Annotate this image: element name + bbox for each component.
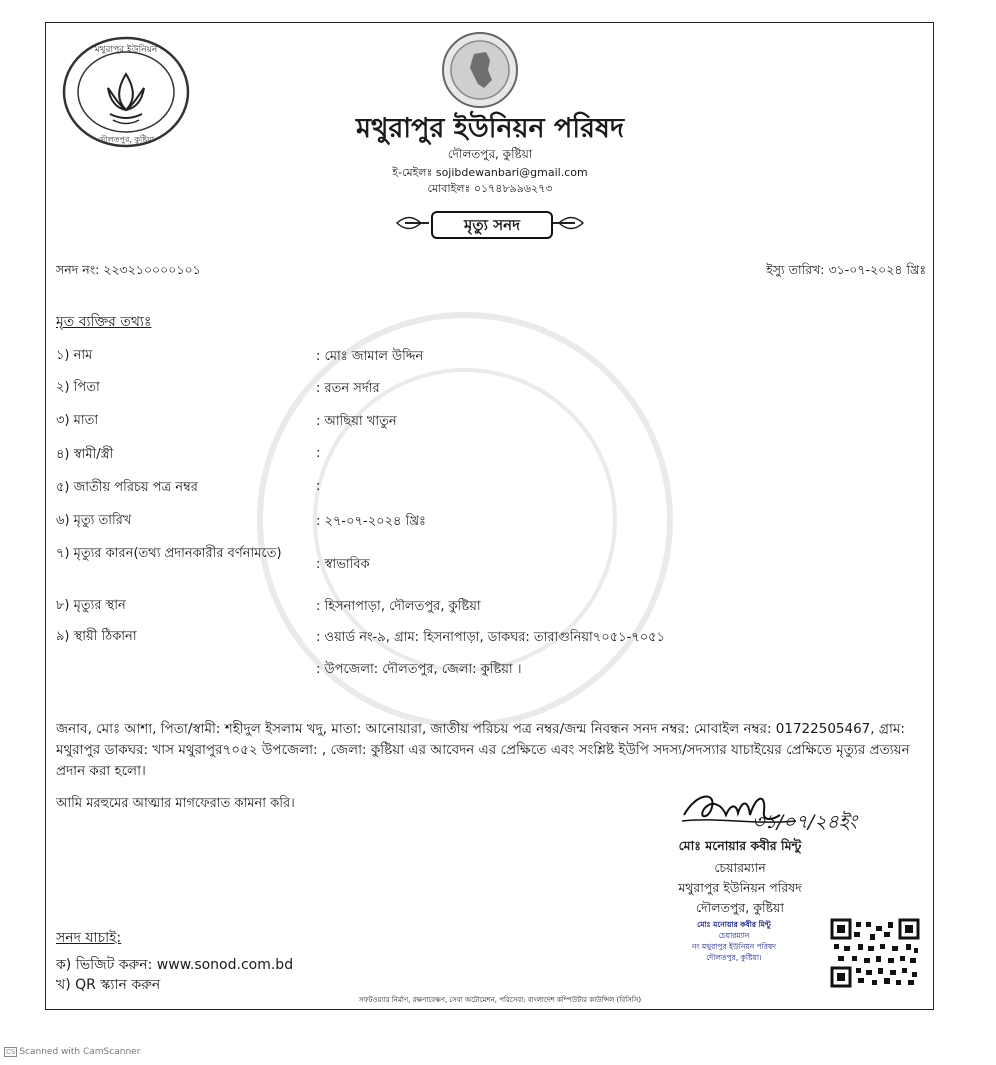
row-value: : উপজেলা: দৌলতপুর, জেলা: কুষ্টিয়া । (316, 662, 522, 677)
stamp-line: নং মথুরাপুর ইউনিয়ন পরিষদ (691, 942, 777, 951)
council-address: দৌলতপুর, কুষ্টিয়া (447, 147, 533, 161)
row-label: ৪) স্বামী/স্ত্রী (56, 447, 114, 462)
row-label: ৮) মৃত্যুর স্থান (56, 598, 126, 613)
signatory-designation: চেয়ারম্যান (714, 860, 766, 875)
software-credit: সফটওয়্যার নির্মাণ, রক্ষণাবেক্ষণ, সেবা অটোমেশন, পরিসেবা: বাংলাদেশ কম্পিউটার কাউন্সিল (বিসিসি) (358, 996, 642, 1004)
council-mobile: মোবাইলঃ ০১৭৪৮৯৯৬২৭৩ (427, 182, 553, 195)
camscanner-logo-icon: CS (6, 1048, 16, 1056)
union-seal (58, 32, 198, 152)
stamp-line: চেয়ারম্যান (718, 931, 750, 940)
verify-heading: সনদ যাচাই: (56, 930, 122, 946)
row-value: : হিসনাপাড়া, দৌলতপুর, কুষ্টিয়া (316, 599, 481, 614)
signatory-council: মথুরাপুর ইউনিয়ন পরিষদ (678, 880, 802, 895)
govt-emblem-icon (440, 30, 520, 110)
stamp-line: দৌলতপুর, কুষ্টিয়া। (706, 953, 762, 962)
chairman-stamp (648, 919, 820, 969)
row-label: ৬) মৃত্যু তারিখ (56, 513, 132, 528)
row-label: ৭) মৃত্যুর কারন(তথ্য প্রদানকারীর বর্ণনামতে) (56, 546, 282, 561)
row-value: : (316, 446, 321, 461)
qr-code[interactable] (830, 918, 920, 988)
row-value: : মোঃ জামাল উদ্দিন (316, 349, 424, 364)
svg-text:মথুরাপুর ইউনিয়ন: মথুরাপুর ইউনিয়ন (94, 45, 158, 55)
row-value: : রতন সর্দার (316, 381, 380, 396)
council-name: মথুরাপুর ইউনিয়ন পরিষদ (355, 113, 625, 144)
certificate-number: সনদ নং: ২২৩২১০০০০১০১ (56, 262, 201, 277)
signatory-location: দৌলতপুর, কুষ্টিয়া (695, 900, 785, 915)
certificate-title-banner (395, 208, 585, 238)
verify-website[interactable]: ক) ভিজিট করুন: www.sonod.com.bd (56, 957, 294, 973)
issue-date: ইস্যু তারিখ: ৩১-০৭-২০২৪ খ্রিঃ (766, 262, 926, 277)
row-label: ২) পিতা (56, 380, 100, 395)
row-label: ৯) স্থায়ী ঠিকানা (56, 629, 137, 644)
signatory-name: মোঃ মনোয়ার কবীর মিন্টু (678, 838, 802, 853)
row-label: ৫) জাতীয় পরিচয় পত্র নম্বর (56, 480, 198, 495)
row-value: : ওয়ার্ড নং-৯, গ্রাম: হিসনাপাড়া, ডাকঘর: তারাগুনিয়া৭০৫১-৭০৫১ (316, 630, 666, 645)
svg-text:দৌলতপুর, কুষ্টিয়া: দৌলতপুর, কুষ্টিয়া (97, 135, 155, 144)
camscanner-text: Scanned with CamScanner (19, 1047, 141, 1057)
deceased-info-heading: মৃত ব্যক্তির তথ্যঃ (56, 314, 152, 330)
prayer-line: আমি মরহুমের আত্মার মাগফেরাত কামনা করি। (56, 796, 295, 811)
council-email: ই-মেইলঃ sojibdewanbari@gmail.com (392, 166, 588, 179)
row-label: ৩) মাতা (56, 413, 99, 428)
row-value: : স্বাভাবিক (316, 557, 370, 572)
row-label: ১) নাম (56, 348, 93, 363)
row-value: : ২৭-০৭-২০২৪ খ্রিঃ (316, 514, 426, 529)
applicant-paragraph: জনাব, মোঃ আশা, পিতা/স্বামী: শহীদুল ইসলাম খদু, মাতা: আনোয়ারা, জাতীয় পরিচয় পত্র নম্বর/জন্ম নিবন্ধন সনদ নম্বর: মোবাইল নম্বর: 01722505467, গ্রাম: মথুরাপুর ডাকঘর: খাস মথুরাপুর৭০৫২ উপজেলা: , জেলা: কুষ্টিয়া এর আবেদন এর প্রেক্ষিতে এবং সংশ্লিষ্ট ইউপি সদস্য/সদস্যার যাচাইয়ের প্রেক্ষিতে মৃত্যুর প্রত্যয়ন প্রদান করা হলো। (56, 721, 910, 779)
stamp-line: মোঃ মনোয়ার কবীর মিন্টু (697, 920, 771, 929)
handwritten-date: ৩১/০৭/২৪ইং (752, 811, 857, 833)
row-value: : (316, 479, 321, 494)
verify-qr-instruction: খ) QR স্ক্যান করুন (56, 977, 161, 993)
camscanner-watermark (4, 1047, 140, 1057)
certificate-title: মৃত্যু সনদ (431, 211, 553, 239)
row-value: : আছিয়া খাতুন (316, 414, 397, 429)
